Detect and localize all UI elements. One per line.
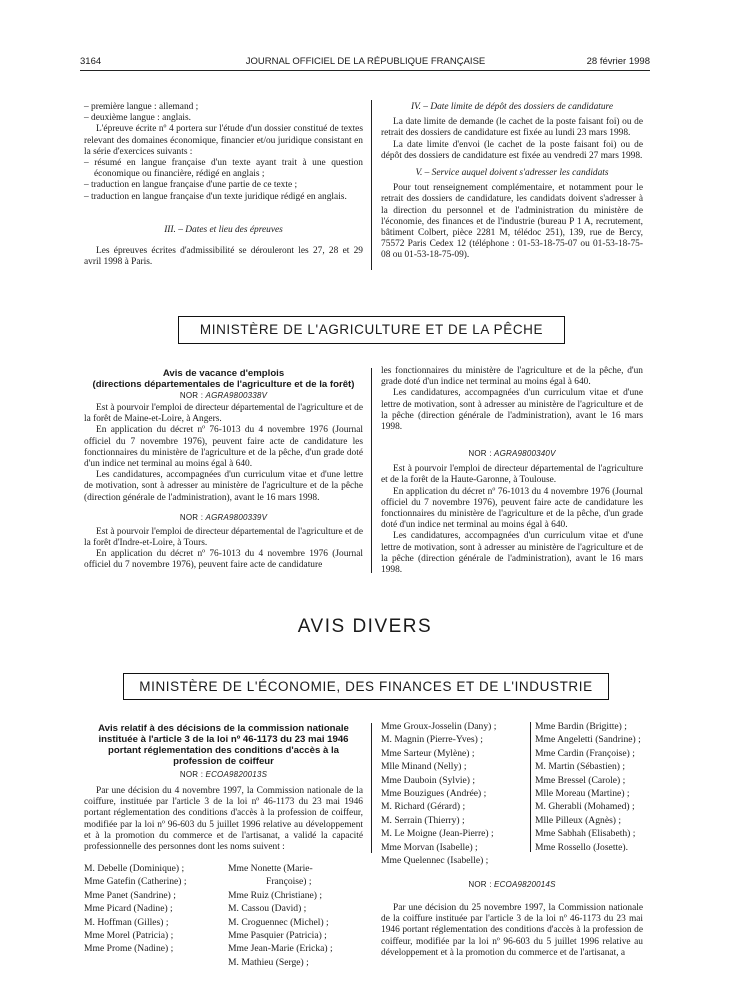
list-item: M. Martin (Sébastien) ; xyxy=(535,761,626,773)
list-item: – traduction en langue française d'un texte juridique rédigé en anglais. xyxy=(84,191,347,202)
list-item: Françoise) ; xyxy=(266,876,312,888)
nor-reference: NOR : AGRA9800338V xyxy=(179,391,268,400)
paragraph: Par une décision du 25 novembre 1997, la Commission nationale de la coiffure instituée par l'article 3 de la loi nº 46-1173 du 23 mai 1946 portant réglementation des conditions d'accès à la profession de coiffeur, modifiée par la loi nº 96-603 du 5 juillet 1996 relative au développement et à la promotion du commerce et de l'artisanat, a xyxy=(381,903,643,958)
paragraph: Est à pourvoir l'emploi de directeur départemental de l'agriculture et de la forêt d'Indre-et-Loire, à Tours. xyxy=(84,526,363,549)
list-item: Mme Dauboin (Sylvie) ; xyxy=(381,774,476,786)
list-item: Mme Bouzigues (Andrée) ; xyxy=(381,788,487,800)
list-item: Mme Panet (Sandrine) ; xyxy=(84,889,176,901)
list-item: Mme Bardin (Brigitte) ; xyxy=(535,721,627,732)
page-number: 3164 xyxy=(80,56,102,67)
list-item: Mme Sarteur (Mylène) ; xyxy=(381,747,475,759)
paragraph: Les épreuves écrites d'admissibilité se dérouleront les 27, 28 et 29 avril 1998 à Paris. xyxy=(84,246,363,268)
section-heading: III. – Dates et lieu des épreuves xyxy=(164,224,283,235)
name-list-a xyxy=(84,862,224,956)
column-divider xyxy=(530,722,531,852)
nor-reference: NOR : AGRA9800339V xyxy=(179,512,268,522)
notice-title: Avis de vacance d'emplois xyxy=(162,368,285,379)
list-item: Mme Cardin (Françoise) ; xyxy=(535,747,635,759)
list-item: – résumé en langue française d'un texte ayant trait à une question économique ou financière, rédigé en anglais ; xyxy=(84,158,363,180)
list-item: Mme Ruiz (Christiane) ; xyxy=(228,889,323,901)
top-right-column xyxy=(381,102,643,262)
economy-right-column xyxy=(381,880,643,959)
nor-reference: NOR : AGRA9800340V xyxy=(468,449,556,459)
paragraph: Les candidatures, accompagnées d'un curriculum vitae et d'une lettre de motivation, sont à adresser au ministère de l'agriculture et de la pêche (direction générale de l'administration), avant le 16 mars 1998. xyxy=(381,531,643,576)
column-divider xyxy=(371,368,372,573)
agriculture-right-column xyxy=(381,366,643,576)
notice-title: Avis relatif à des décisions de la commission nationale instituée à l'article 3 de la loi nº 46-1173 du 23 mai 1946 portant réglementation des conditions d'accès à la profession de coiffeur xyxy=(98,723,349,767)
name-list-b xyxy=(228,862,364,969)
agriculture-left-column xyxy=(84,368,363,572)
list-item: Mme Bressel (Carole) ; xyxy=(535,774,626,786)
paragraph: La date limite d'envoi (le cachet de la poste faisant foi) ou de dépôt des dossiers de candidature est fixée au vendredi 27 mars 1998. xyxy=(381,139,643,161)
list-item: M. Mathieu (Serge) ; xyxy=(228,956,309,968)
list-item: Mme Rossello (Josette). xyxy=(535,841,628,853)
language-item: – deuxième langue : anglais. xyxy=(84,113,191,124)
list-item: M. Cassou (David) ; xyxy=(228,903,307,915)
list-item: Mme Pasquier (Patricia) ; xyxy=(228,930,327,942)
list-item: Mlle Moreau (Martine) ; xyxy=(535,788,630,800)
list-item: – traduction en langue française d'une partie de ce texte ; xyxy=(84,180,298,191)
paragraph: Est à pourvoir l'emploi de directeur départemental de l'agriculture et de la forêt de Maine-et-Loire, à Angers. xyxy=(84,403,363,425)
list-item: Mme Quelennec (Isabelle) ; xyxy=(381,855,489,867)
top-left-column xyxy=(84,102,363,268)
paragraph: Pour tout renseignement complémentaire, et notamment pour le retrait des dossiers de candidature, les candidats doivent s'adresser à la direction du personnel et de l'administration du ministère de l'économie, des finances et de l'industrie (bureau P 1 A, recrutement, bâtiment Colbert, pièce 2281 M, télédoc 251), 139, rue de Bercy, 75572 Paris Cedex 12 (téléphone : 01-53-18-75-07 ou 01-53-18-75-08 ou 01-53-18-75-09). xyxy=(381,183,643,261)
paragraph: L'épreuve écrite nº 4 portera sur l'étude d'un dossier constitué de textes relevant des domaines économique, financier et/ou juridique consistant en la série d'exercices suivants : xyxy=(84,124,363,157)
list-item: M. Richard (Gérard) ; xyxy=(381,801,466,813)
nor-reference: NOR : ECOA9820013S xyxy=(179,770,268,779)
paragraph: En application du décret nº 76-1013 du 4 novembre 1976 (Journal officiel du 7 novembre 1976), peuvent faire acte de candidature les fonctionnaires du ministère de l'agriculture et de la pêche, d'un grade doté d'un indice net terminal au moins égal à 640. xyxy=(381,486,643,531)
paragraph: La date limite de demande (le cachet de la poste faisant foi) ou de retrait des dossiers de candidature est fixée au lundi 23 mars 1998. xyxy=(381,117,643,139)
list-item: Mme Jean-Marie (Ericka) ; xyxy=(228,943,333,955)
column-divider xyxy=(371,100,372,270)
paragraph: En application du décret nº 76-1013 du 4 novembre 1976 (Journal officiel du 7 novembre 1976), peuvent faire acte de candidature les fonctionnaires du ministère de l'agriculture et de la pêche, d'un grade doté d'un indice net terminal au moins égal à 640. xyxy=(84,425,363,470)
paragraph: Est à pourvoir l'emploi de directeur départemental de l'agriculture et de la forêt de la Haute-Garonne, à Toulouse. xyxy=(381,464,643,486)
economy-left-column xyxy=(84,723,363,853)
list-item: Mme Angeletti (Sandrine) ; xyxy=(535,734,641,746)
list-item: Mme Picard (Nadine) ; xyxy=(84,903,173,915)
list-item: M. Hoffman (Gilles) ; xyxy=(84,916,169,928)
list-item: M. Gherabli (Mohamed) ; xyxy=(535,801,635,813)
list-item: M. Croguennec (Michel) ; xyxy=(228,916,329,928)
notice-subtitle: (directions départementales de l'agriculture et de la forêt) xyxy=(92,379,355,390)
paragraph: En application du décret nº 76-1013 du 4 novembre 1976 (Journal officiel du 7 novembre 1976), peuvent faire acte de candidature xyxy=(84,549,363,571)
list-item: Mme Groux-Josselin (Dany) ; xyxy=(381,721,497,732)
list-item: Mlle Pilleux (Agnès) ; xyxy=(535,814,622,826)
header-rule xyxy=(80,70,650,71)
list-item: Mme Morel (Patricia) ; xyxy=(84,930,174,942)
list-item: M. Magnin (Pierre-Yves) ; xyxy=(381,734,483,746)
section-heading: V. – Service auquel doivent s'adresser les candidats xyxy=(415,168,609,179)
list-item: M. Debelle (Dominique) ; xyxy=(84,863,185,874)
section-title: AVIS DIVERS xyxy=(297,616,433,637)
list-item: Mlle Minand (Nelly) ; xyxy=(381,761,467,773)
paragraph: Les candidatures, accompagnées d'un curriculum vitae et d'une lettre de motivation, sont à adresser au ministère de l'agriculture et de la pêche (direction générale de l'administration), avant le 16 mars 1998. xyxy=(84,470,363,503)
list-item: M. Serrain (Thierry) ; xyxy=(381,814,465,826)
list-item: Mme Sabhah (Elisabeth) ; xyxy=(535,828,636,840)
list-item: Mme Nonette (Marie- xyxy=(228,863,313,874)
paragraph: Les candidatures, accompagnées d'un curriculum vitae et d'une lettre de motivation, sont à adresser au ministère de l'agriculture et de la pêche (direction générale de l'administration), avant le 16 mars 1998. xyxy=(381,388,643,433)
paragraph: les fonctionnaires du ministère de l'agriculture et de la pêche, d'un grade doté d'un indice net terminal au moins égal à 640. xyxy=(381,366,643,388)
ministry-heading: MINISTÈRE DE L'ÉCONOMIE, DES FINANCES ET DE L'INDUSTRIE xyxy=(123,673,609,700)
name-list-c xyxy=(381,720,529,867)
list-item: Mme Morvan (Isabelle) ; xyxy=(381,841,478,853)
list-item: Mme Gatefin (Catherine) ; xyxy=(84,876,187,888)
journal-title: JOURNAL OFFICIEL DE LA RÉPUBLIQUE FRANÇAISE xyxy=(245,56,486,67)
section-heading: IV. – Date limite de dépôt des dossiers de candidature xyxy=(410,102,614,112)
column-divider xyxy=(371,723,372,853)
issue-date: 28 février 1998 xyxy=(586,56,650,67)
nor-reference: NOR : ECOA9820014S xyxy=(468,880,556,889)
paragraph: Par une décision du 4 novembre 1997, la Commission nationale de la coiffure, instituée par l'article 3 de la loi nº 46-1173 du 23 mai 1946 portant réglementation des conditions d'accès à la profession de coiffeur, modifiée par la loi nº 96-603 du 5 juillet 1996 relative au développement et à la promotion du commerce et de l'artisanat, a validé la capacité professionnelle des personnes dont les noms suivent : xyxy=(84,786,363,853)
ministry-heading: MINISTÈRE DE L'AGRICULTURE ET DE LA PÊCHE xyxy=(178,316,565,344)
name-list-d xyxy=(535,720,650,854)
language-item: – première langue : allemand ; xyxy=(84,102,199,112)
list-item: Mme Prome (Nadine) ; xyxy=(84,943,174,955)
list-item: M. Le Moigne (Jean-Pierre) ; xyxy=(381,828,494,840)
